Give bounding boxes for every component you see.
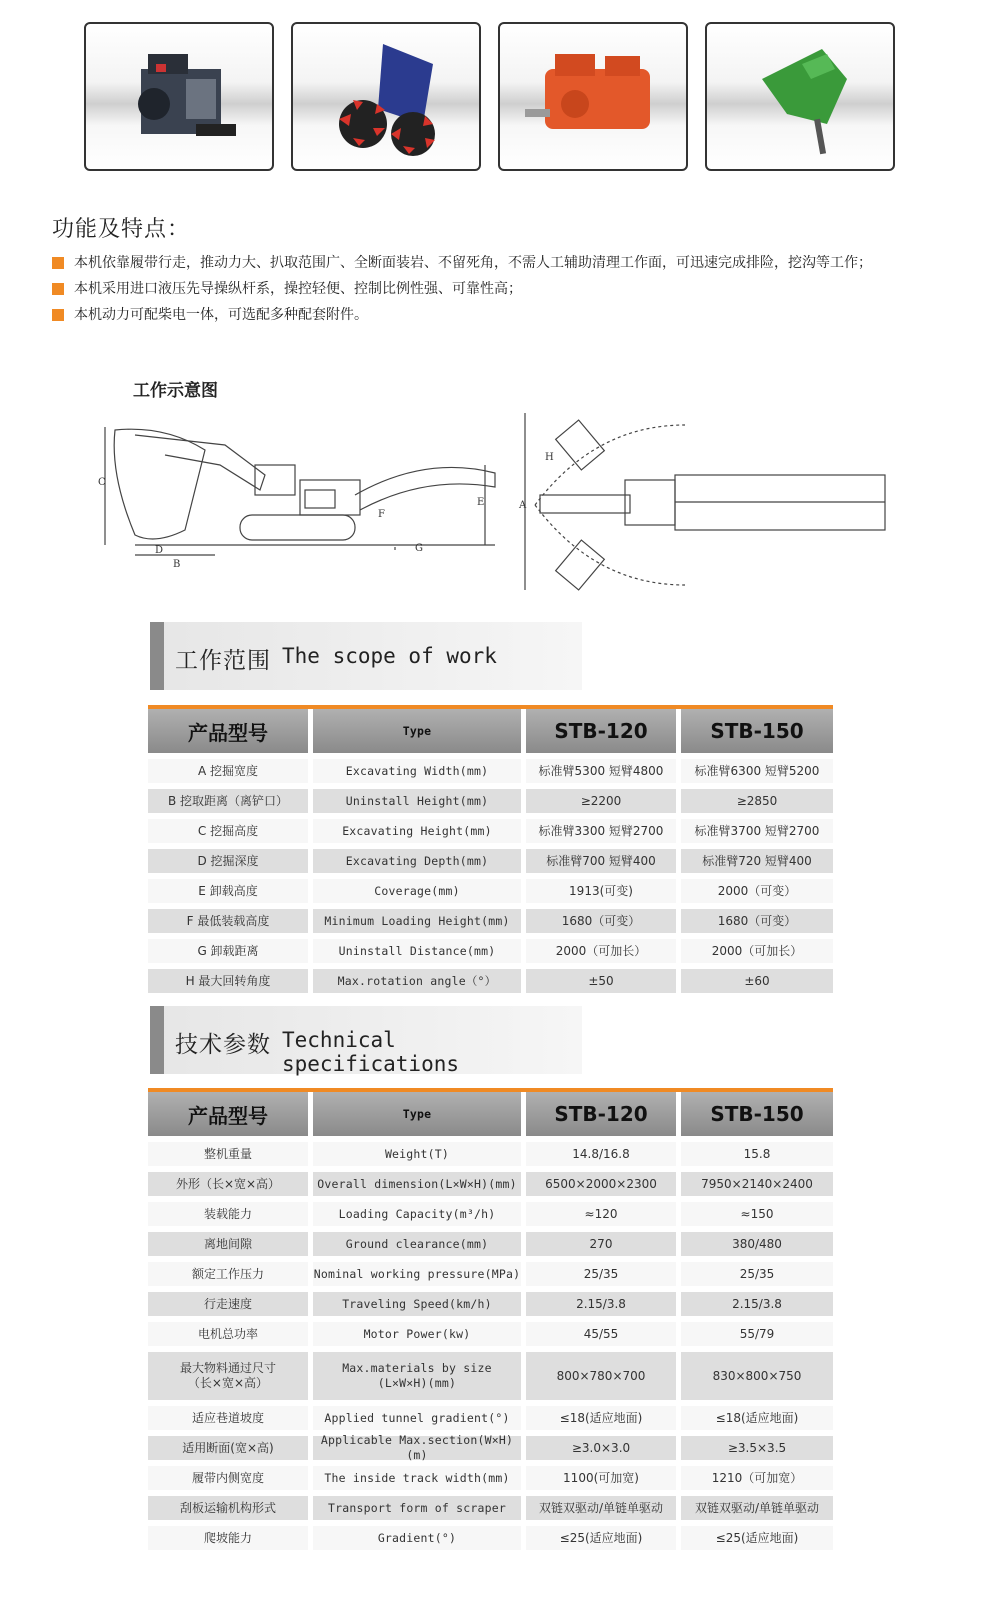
table-cell: Uninstall Distance(mm) — [313, 939, 521, 963]
table-cell: Nominal working pressure(MPa) — [313, 1262, 521, 1286]
table-row — [148, 1142, 833, 1166]
header-cell: Type — [313, 709, 521, 753]
table-cell: Excavating Depth(mm) — [313, 849, 521, 873]
table-cell: 14.8/16.8 — [526, 1142, 676, 1166]
table-cell: ≤18(适应地面) — [526, 1406, 676, 1430]
table-cell: The inside track width(mm) — [313, 1466, 521, 1490]
table-cell: 830×800×750 — [681, 1352, 833, 1400]
table-cell: 最大物料通过尺寸 （长×宽×高） — [148, 1352, 308, 1400]
table-cell: 离地间隙 — [148, 1232, 308, 1256]
table-cell: Loading Capacity(m³/h) — [313, 1202, 521, 1226]
engine-thumbnail — [84, 22, 274, 171]
table-cell: 标准臂700 短臂400 — [526, 849, 676, 873]
diesel-engine-icon — [86, 24, 272, 169]
header-cell: STB-150 — [681, 1092, 833, 1136]
table-cell: Ground clearance(mm) — [313, 1232, 521, 1256]
tech-table — [148, 1088, 833, 1550]
table-cell: ≥2850 — [681, 789, 833, 813]
table-cell: 1100(可加宽) — [526, 1466, 676, 1490]
table-row — [148, 1466, 833, 1490]
scope-section-heading: 工作范围 The scope of work — [150, 622, 582, 690]
table-cell: Uninstall Height(mm) — [313, 789, 521, 813]
table-header — [148, 1092, 833, 1136]
table-cell: Motor Power(kw) — [313, 1322, 521, 1346]
table-cell: G 卸载距离 — [148, 939, 308, 963]
table-cell: Applicable Max.section(W×H)(m) — [313, 1436, 521, 1460]
work-diagram — [95, 405, 965, 605]
table-cell: 2000（可变） — [681, 879, 833, 903]
table-cell: ≥3.5×3.5 — [681, 1436, 833, 1460]
table-cell: ≈150 — [681, 1202, 833, 1226]
header-cell: 产品型号 — [148, 1092, 308, 1136]
table-cell: 2000（可加长） — [681, 939, 833, 963]
label-g: G — [415, 543, 423, 554]
table-cell: 7950×2140×2400 — [681, 1172, 833, 1196]
table-row — [148, 819, 833, 843]
table-row — [148, 879, 833, 903]
diagram-title: 工作示意图 — [133, 381, 218, 401]
table-cell: 55/79 — [681, 1322, 833, 1346]
table-row — [148, 909, 833, 933]
bullet-square-icon — [52, 257, 64, 269]
table-row — [148, 1433, 833, 1462]
table-row — [148, 1322, 833, 1346]
table-cell: ≥2200 — [526, 789, 676, 813]
table-cell: 45/55 — [526, 1322, 676, 1346]
table-cell: Minimum Loading Height(mm) — [313, 909, 521, 933]
table-cell: Excavating Width(mm) — [313, 759, 521, 783]
table-cell: 2.15/3.8 — [681, 1292, 833, 1316]
header-cell: Type — [313, 1092, 521, 1136]
table-row — [148, 1526, 833, 1550]
table-cell: ≤18(适应地面) — [681, 1406, 833, 1430]
table-row — [148, 1262, 833, 1286]
table-cell: 1680（可变） — [526, 909, 676, 933]
header-cell: STB-120 — [526, 709, 676, 753]
table-row — [148, 789, 833, 813]
table-cell: 整机重量 — [148, 1142, 308, 1166]
table-cell: 1913(可变) — [526, 879, 676, 903]
table-cell: ±50 — [526, 969, 676, 993]
table-cell: 行走速度 — [148, 1292, 308, 1316]
table-cell: 双链双驱动/单链单驱动 — [681, 1496, 833, 1520]
heading-bar — [150, 622, 164, 690]
table-cell: 380/480 — [681, 1232, 833, 1256]
table-row — [148, 969, 833, 993]
table-cell: ≥3.0×3.0 — [526, 1436, 676, 1460]
table-cell: 履带内侧宽度 — [148, 1466, 308, 1490]
header-cell: STB-120 — [526, 1092, 676, 1136]
table-cell: 装载能力 — [148, 1202, 308, 1226]
table-cell: Max.rotation angle（°） — [313, 969, 521, 993]
table-cell: Coverage(mm) — [313, 879, 521, 903]
features-list — [52, 250, 987, 328]
table-cell: 双链双驱动/单链单驱动 — [526, 1496, 676, 1520]
table-cell: F 最低装载高度 — [148, 909, 308, 933]
table-cell: 标准臂6300 短臂5200 — [681, 759, 833, 783]
table-cell: Max.materials by size (L×W×H)(mm) — [313, 1352, 521, 1400]
table-cell: 额定工作压力 — [148, 1262, 308, 1286]
hydraulic-breaker-icon — [707, 24, 893, 169]
features-title: 功能及特点： — [52, 217, 191, 242]
label-h: H — [545, 452, 554, 463]
table-row — [148, 1496, 833, 1520]
table-row — [148, 1352, 833, 1400]
table-cell: E 卸载高度 — [148, 879, 308, 903]
table-cell: 外形（长×宽×高） — [148, 1172, 308, 1196]
table-cell: Traveling Speed(km/h) — [313, 1292, 521, 1316]
table-cell: 标准臂5300 短臂4800 — [526, 759, 676, 783]
table-cell: 适应巷道坡度 — [148, 1406, 308, 1430]
table-row — [148, 759, 833, 783]
feature-item: 本机采用进口液压先导操纵杆系，操控轻便、控制比例性强、可靠性高； — [52, 276, 987, 302]
table-header — [148, 709, 833, 753]
table-row — [148, 939, 833, 963]
table-cell: H 最大回转角度 — [148, 969, 308, 993]
breaker-thumbnail — [705, 22, 895, 171]
table-cell: Overall dimension(L×W×H)(mm) — [313, 1172, 521, 1196]
label-f: F — [378, 509, 385, 520]
table-cell: 爬坡能力 — [148, 1526, 308, 1550]
table-row — [148, 1172, 833, 1196]
label-b: B — [173, 559, 181, 570]
label-d: D — [155, 545, 164, 556]
table-cell: ≈120 — [526, 1202, 676, 1226]
label-c: C — [98, 477, 106, 488]
table-cell: C 挖掘高度 — [148, 819, 308, 843]
table-cell: 1680（可变） — [681, 909, 833, 933]
table-cell: 15.8 — [681, 1142, 833, 1166]
table-cell: 270 — [526, 1232, 676, 1256]
table-cell: 1210（可加宽） — [681, 1466, 833, 1490]
table-cell: ≤25(适应地面) — [526, 1526, 676, 1550]
table-cell: 适用断面(宽×高) — [148, 1436, 308, 1460]
table-cell: 6500×2000×2300 — [526, 1172, 676, 1196]
table-cell: Transport form of scraper — [313, 1496, 521, 1520]
table-cell: ≤25(适应地面) — [681, 1526, 833, 1550]
table-cell: Excavating Height(mm) — [313, 819, 521, 843]
table-cell: Applied tunnel gradient(°) — [313, 1406, 521, 1430]
table-cell: Gradient(°) — [313, 1526, 521, 1550]
hydraulic-pump-icon — [500, 24, 686, 169]
header-cell: 产品型号 — [148, 709, 308, 753]
table-row — [148, 1202, 833, 1226]
cutter-thumbnail — [291, 22, 481, 171]
tech-section-heading: 技术参数 Technical specifications — [150, 1006, 582, 1074]
bullet-square-icon — [52, 309, 64, 321]
product-thumbnails — [84, 22, 895, 171]
table-cell: D 挖掘深度 — [148, 849, 308, 873]
table-row — [148, 1406, 833, 1430]
table-cell: Weight(T) — [313, 1142, 521, 1166]
table-row — [148, 1292, 833, 1316]
table-cell: 2000（可加长） — [526, 939, 676, 963]
table-cell: 25/35 — [526, 1262, 676, 1286]
table-cell: B 挖取距离（离铲口） — [148, 789, 308, 813]
table-cell: 25/35 — [681, 1262, 833, 1286]
feature-item: 本机动力可配柴电一体，可选配多种配套附件。 — [52, 302, 987, 328]
scope-table — [148, 705, 833, 993]
header-cell: STB-150 — [681, 709, 833, 753]
table-cell: ±60 — [681, 969, 833, 993]
cutter-head-icon — [293, 24, 479, 169]
label-e: E — [477, 497, 485, 508]
table-cell: 刮板运输机构形式 — [148, 1496, 308, 1520]
table-cell: 电机总功率 — [148, 1322, 308, 1346]
table-cell: 标准臂3700 短臂2700 — [681, 819, 833, 843]
table-cell: 标准臂720 短臂400 — [681, 849, 833, 873]
label-a: A — [519, 500, 527, 511]
table-cell: 标准臂3300 短臂2700 — [526, 819, 676, 843]
table-row — [148, 1232, 833, 1256]
table-row — [148, 849, 833, 873]
table-cell: A 挖掘宽度 — [148, 759, 308, 783]
feature-item: 本机依靠履带行走，推动力大、扒取范围广、全断面装岩、不留死角，不需人工辅助清理工作面，可迅速完成排险，挖沟等工作； — [52, 250, 987, 276]
bullet-square-icon — [52, 283, 64, 295]
table-cell: 2.15/3.8 — [526, 1292, 676, 1316]
table-cell: 800×780×700 — [526, 1352, 676, 1400]
pump-thumbnail — [498, 22, 688, 171]
heading-bar — [150, 1006, 164, 1074]
